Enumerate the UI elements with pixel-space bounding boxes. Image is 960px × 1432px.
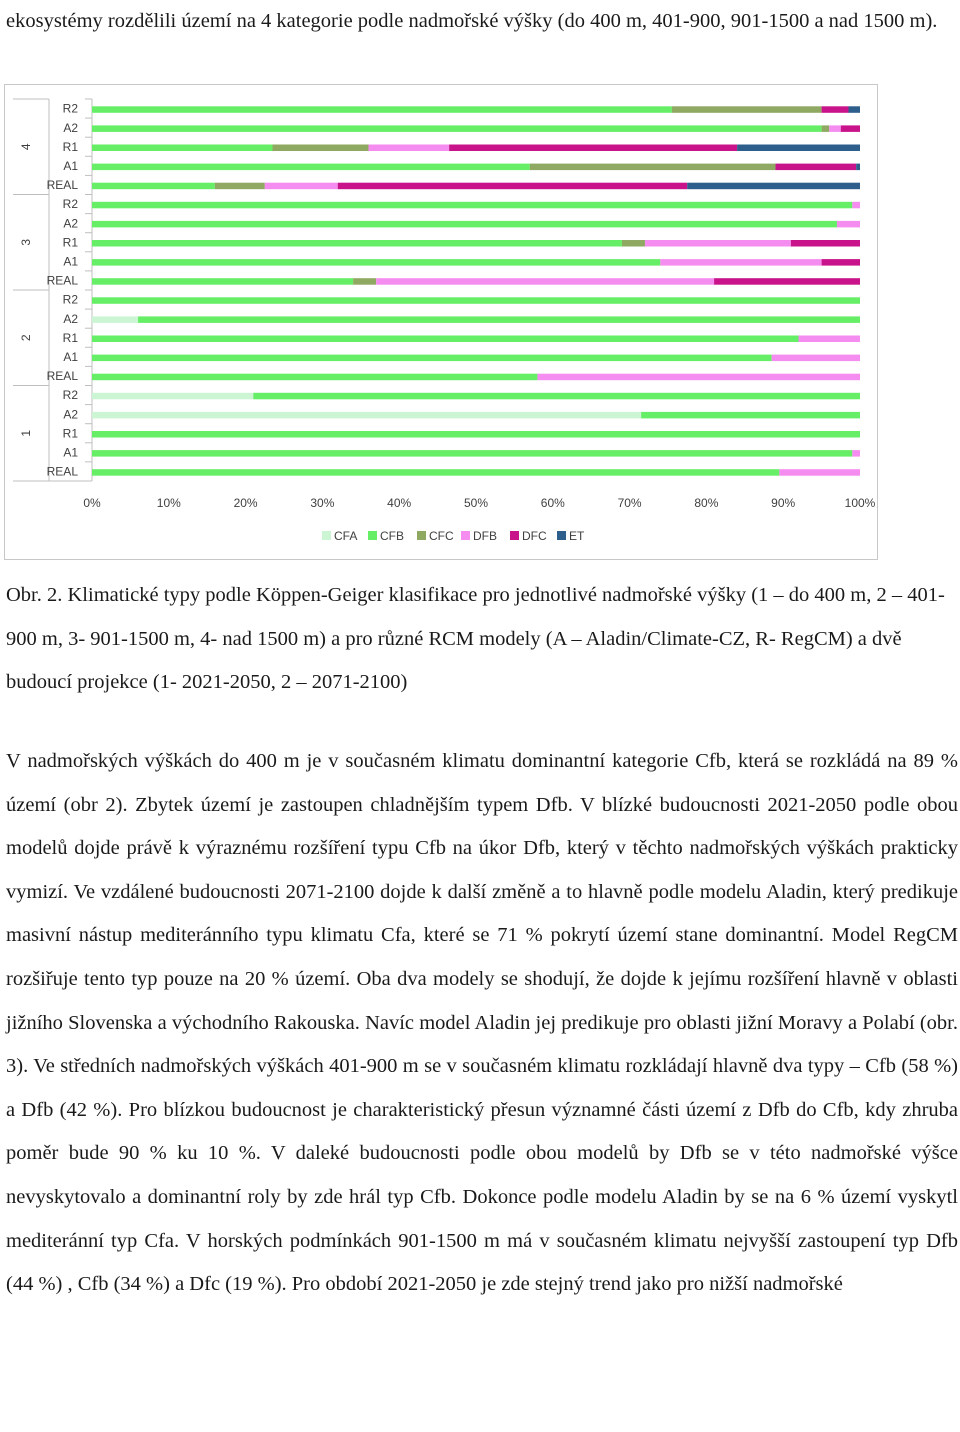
bar-segment — [660, 259, 821, 266]
legend-label: ET — [569, 529, 585, 543]
bar-segment — [92, 469, 779, 476]
row-label: A2 — [63, 120, 78, 135]
row-label: REAL — [46, 273, 78, 288]
bar-segment — [829, 125, 841, 131]
bar-segment — [92, 278, 353, 285]
group-label: 3 — [19, 238, 34, 246]
group-label: 4 — [19, 143, 34, 151]
bar-segment — [822, 259, 860, 266]
x-tick-label: 30% — [310, 496, 335, 510]
bar-segment — [215, 183, 265, 190]
row-label: A1 — [63, 254, 78, 269]
row-label: R2 — [62, 292, 78, 307]
bar-segment — [92, 412, 641, 419]
bar-segment — [92, 259, 660, 266]
row-label: REAL — [46, 178, 78, 193]
bar-segment — [822, 106, 849, 113]
x-tick-label: 0% — [83, 496, 101, 510]
bar-segment — [92, 221, 837, 228]
legend-label: CFC — [429, 529, 454, 543]
row-label: R2 — [62, 388, 78, 403]
intro-paragraph: ekosystémy rozdělili území na 4 kategorie podle nadmořské výšky (do 400 m, 401-900, 901-1500 a nad 1500 m). — [6, 10, 938, 32]
row-label: R1 — [62, 330, 78, 345]
bar-segment — [645, 240, 791, 247]
bar-segment — [92, 106, 672, 113]
bar-segment — [92, 393, 253, 400]
legend-swatch — [322, 531, 331, 540]
bar-segment — [353, 278, 376, 285]
bar-segment — [841, 125, 860, 131]
legend-swatch — [417, 531, 426, 540]
row-label: R1 — [62, 235, 78, 250]
bar-segment — [138, 316, 860, 323]
row-label: A1 — [63, 445, 78, 460]
bar-segment — [837, 221, 860, 228]
bar-segment — [253, 393, 860, 400]
bar-segment — [714, 278, 860, 285]
row-label: A2 — [63, 311, 78, 326]
legend-swatch — [461, 531, 470, 540]
x-tick-label: 10% — [156, 496, 181, 510]
bar-segment — [92, 374, 537, 381]
bar-segment — [779, 469, 860, 476]
bar-segment — [92, 355, 772, 362]
x-tick-label: 100% — [844, 496, 876, 510]
bar-segment — [272, 145, 368, 152]
x-tick-label: 50% — [463, 496, 489, 510]
bar-segment — [376, 278, 714, 285]
legend-label: DFB — [473, 529, 497, 543]
bar-segment — [852, 202, 860, 209]
row-label: REAL — [46, 369, 78, 384]
row-label: A1 — [63, 159, 78, 174]
bar-segment — [92, 125, 822, 131]
bar-segment — [641, 412, 860, 419]
x-tick-label: 60% — [540, 496, 565, 510]
bar-segment — [537, 374, 860, 381]
bar-segment — [856, 164, 860, 171]
row-label: A1 — [63, 350, 78, 365]
row-label: R2 — [62, 197, 78, 212]
climate-chart-figure — [4, 84, 878, 560]
body-paragraph: V nadmořských výškách do 400 m je v současném klimatu dominantní kategorie Cfb, která se rozkládá na 89 % území (obr 2). Zbytek území je zastoupen chladnějším typem Dfb. V blízké budoucnosti 2021-2050 podle obou modelů dojde právě k výraznému rozšíření typu Cfb na úkor Dfb, který v těchto nadmořských výškách prakticky vymizí. Ve vzdálené budoucnosti 2071-2100 dojde k další změně a to hlavně podle modelu Aladin, který predikuje masivní nástup mediteránního typu klimatu Cfa, které se 71 % pokrytí území stane dominantní. Model RegCM rozšiřuje tento typ pouze na 20 % území. Oba dva modely se shodují, že dojde k jejímu rozšíření hlavně v oblasti jižního Slovenska a východního Rakouska. Navíc model Aladin jej predikuje pro oblasti jižní Moravy a Polabí (obr. 3). Ve středních nadmořských výškách 401-900 m se v současném klimatu rozkládají hlavně dva typy – Cfb (58 %) a Dfb (42 %). Pro blízkou budoucnost je charakteristický přesun významné části území z Dfb do Cfb, kdy zhruba poměr bude 90 % ku 10 %. V daleké budoucnosti podle obou modelů by Dfb se v této nadmořské výšce nevyskytovalo a dominantní roly by zde hrál typ Cfb. Dokonce podle modelu Aladin by se na 6 % území vyskytl mediteránní typ Cfa. V horských podmínkách 901-1500 m má v současném klimatu nejvyšší zastoupení typ Dfb (44 %) , Cfb (34 %) a Dfc (19 %). Pro období 2021-2050 je zde stejný trend jako pro nižší nadmořské — [6, 750, 958, 1296]
x-tick-label: 80% — [694, 496, 719, 510]
bar-segment — [92, 145, 272, 152]
legend-label: CFB — [380, 529, 404, 543]
bar-segment — [92, 164, 530, 171]
bar-segment — [822, 125, 830, 131]
x-tick-label: 70% — [617, 496, 642, 510]
bar-segment — [772, 355, 860, 362]
bar-segment — [848, 106, 860, 113]
group-label: 1 — [19, 429, 34, 437]
row-label: R1 — [62, 139, 78, 154]
bar-segment — [92, 450, 852, 457]
row-label: A2 — [63, 407, 78, 422]
row-label: REAL — [46, 464, 78, 479]
bar-segment — [530, 164, 776, 171]
bar-segment — [92, 202, 852, 209]
bar-segment — [737, 145, 860, 152]
legend-label: DFC — [522, 529, 547, 543]
climate-stacked-bar-chart — [5, 85, 877, 559]
legend-swatch — [510, 531, 519, 540]
x-tick-label: 40% — [387, 496, 412, 510]
bar-segment — [776, 164, 857, 171]
bar-segment — [791, 240, 860, 247]
bar-segment — [622, 240, 645, 247]
bar-segment — [852, 450, 860, 457]
figure-caption: Obr. 2. Klimatické typy podle Köppen-Geiger klasifikace pro jednotlivé nadmořské výšky (1 – do 400 m, 2 – 401-900 m, 3- 901-1500 m, 4- nad 1500 m) a pro různé RCM modely (A – Aladin/Climate-CZ, R- RegCM) a dvě budoucí projekce (1- 2021-2050, 2 – 2071-2100) — [6, 584, 945, 693]
group-label: 2 — [19, 334, 34, 342]
bar-segment — [368, 145, 449, 152]
x-tick-label: 20% — [233, 496, 258, 510]
bar-segment — [799, 336, 860, 343]
legend-swatch — [368, 531, 377, 540]
legend-swatch — [557, 531, 566, 540]
bar-segment — [672, 106, 822, 113]
bar-segment — [92, 240, 622, 247]
bar-segment — [92, 297, 860, 304]
bar-segment — [92, 316, 138, 323]
bar-segment — [92, 336, 799, 343]
x-tick-label: 90% — [771, 496, 796, 510]
bar-segment — [92, 431, 860, 438]
bar-segment — [449, 145, 737, 152]
bar-segment — [687, 183, 860, 190]
bar-segment — [92, 183, 215, 190]
bar-segment — [338, 183, 687, 190]
row-label: R2 — [62, 101, 78, 116]
row-label: A2 — [63, 216, 78, 231]
legend-label: CFA — [334, 529, 358, 543]
row-label: R1 — [62, 426, 78, 441]
bar-segment — [265, 183, 338, 190]
